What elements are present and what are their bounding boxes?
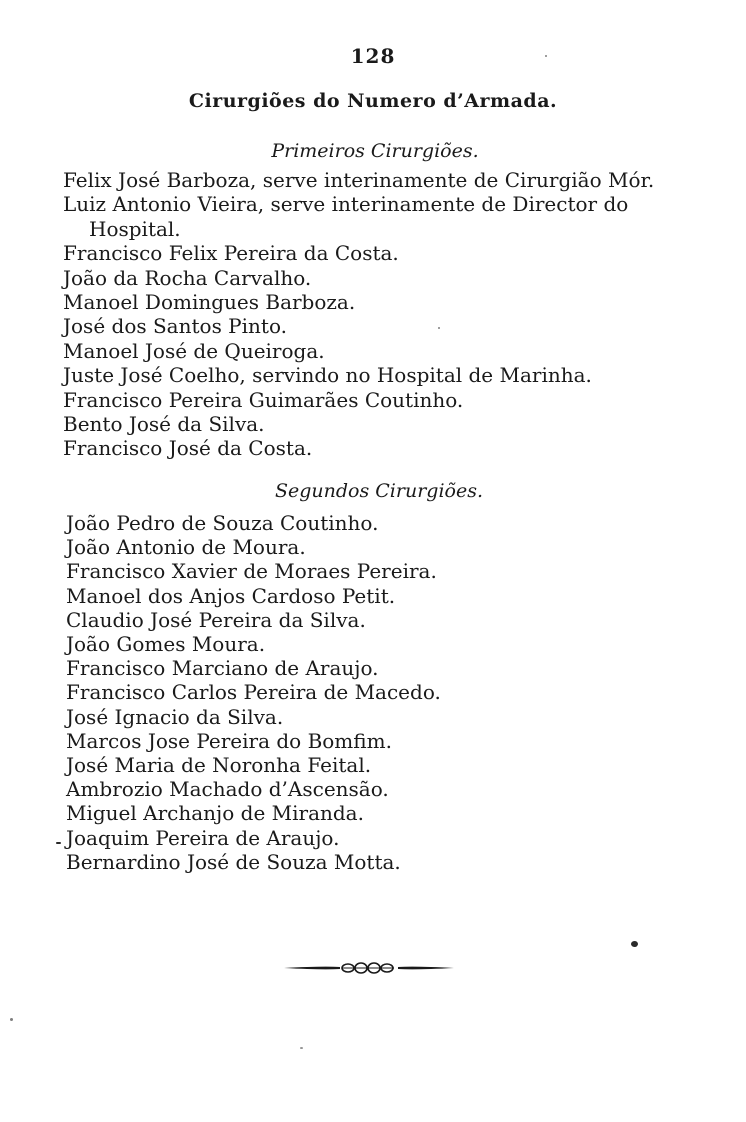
list-item: Francisco Pereira Guimarães Coutinho. — [63, 387, 464, 412]
segundos-cirurgioes-list — [66, 511, 441, 874]
list-item: Manoel dos Anjos Cardoso Petit. — [66, 583, 396, 608]
list-item: Joaquim Pereira de Araujo. — [66, 825, 340, 850]
ink-speck — [438, 327, 440, 329]
ink-speck — [56, 842, 61, 844]
list-item: Claudio José Pereira da Silva. — [66, 607, 366, 632]
ink-speck — [545, 55, 547, 57]
list-item: Miguel Archanjo de Miranda. — [66, 801, 364, 826]
ink-speck — [300, 1047, 303, 1049]
list-item: João Pedro de Souza Coutinho. — [66, 511, 379, 535]
list-item: Marcos Jose Pereira do Bomfim. — [66, 728, 392, 753]
page-number: 128 — [350, 44, 396, 68]
primeiros-cirurgioes-list — [63, 168, 654, 461]
list-item: Felix José Barboza, serve interinamente de Cirurgião Mór. — [63, 168, 655, 192]
list-item: Juste José Coelho, servindo no Hospital de Marinha. — [63, 363, 592, 388]
list-item: Francisco José da Costa. — [63, 436, 313, 461]
section-heading-segundos: Segundos Cirurgiões. — [274, 480, 484, 502]
list-item: João Antonio de Moura. — [66, 535, 306, 560]
ink-speck — [631, 941, 638, 947]
list-item: José Ignacio da Silva. — [66, 704, 284, 729]
list-item: Francisco Felix Pereira da Costa. — [63, 241, 399, 266]
list-item-continuation: Hospital. — [89, 216, 181, 241]
list-item: Ambrozio Machado d’Ascensão. — [66, 777, 389, 802]
list-item: Manoel Domingues Barboza. — [63, 290, 356, 315]
page-title: Cirurgiões do Numero d’Armada. — [188, 90, 558, 112]
list-item: João da Rocha Carvalho. — [63, 265, 312, 290]
ornament-divider-icon — [282, 958, 456, 978]
list-item: Francisco Xavier de Moraes Pereira. — [66, 559, 437, 584]
list-item: José dos Santos Pinto. — [63, 314, 288, 339]
section-heading-primeiros: Primeiros Cirurgiões. — [271, 140, 479, 162]
list-item: José Maria de Noronha Feital. — [66, 753, 372, 778]
list-item: Francisco Marciano de Araujo. — [66, 656, 379, 681]
list-item: Bernardino José de Souza Motta. — [66, 849, 401, 874]
ink-speck — [10, 1018, 13, 1021]
list-item: Bento José da Silva. — [63, 412, 265, 437]
list-item: Manoel José de Queiroga. — [63, 338, 325, 363]
list-item: Francisco Carlos Pereira de Macedo. — [66, 680, 441, 705]
list-item: Luiz Antonio Vieira, serve interinamente de Director do — [63, 192, 629, 217]
list-item: João Gomes Moura. — [66, 632, 266, 657]
